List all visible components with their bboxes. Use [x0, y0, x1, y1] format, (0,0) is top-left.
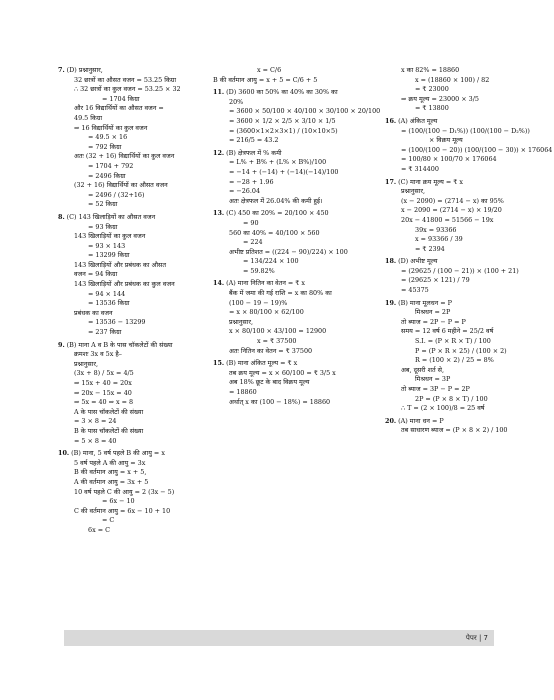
solution-line [58, 114, 208, 124]
solution-line [58, 76, 208, 86]
solution-line [385, 385, 535, 395]
solution-line [58, 497, 208, 507]
solution-line [213, 197, 363, 207]
solution-line [385, 366, 535, 376]
line-text: (32 + 16) विद्यार्थियों का औसत वजन [74, 181, 168, 190]
line-text: S.I. = (P × R × T) / 100 [415, 337, 491, 346]
solution-line [213, 178, 363, 188]
solution-line [58, 398, 208, 408]
solution-line [58, 488, 208, 498]
solution-line [58, 85, 208, 95]
solution-line [213, 347, 363, 357]
line-text: x = 93366 / 39 [415, 235, 463, 244]
solution-block [385, 257, 535, 295]
solution-line [213, 359, 363, 369]
solution-block [213, 88, 381, 146]
solution-line [58, 290, 208, 300]
line-text: 49.5 किग्रा [74, 113, 103, 122]
line-text: (B) माना अंकित मूल्य = ₹ x [226, 359, 298, 368]
solution-line [385, 299, 535, 309]
line-text: = (100/(100 − D₁%)) (100/(100 − D₂%)) [401, 126, 530, 135]
question-number: 20. [385, 416, 397, 425]
solution-line [58, 143, 208, 153]
line-text: (C) 143 खिलाड़ियों का औसत वजन [66, 212, 156, 221]
solution-line [58, 232, 208, 242]
line-text: = L% + B% + (L% × B%)/100 [229, 158, 327, 167]
solution-line [385, 216, 535, 226]
solution-block [385, 299, 535, 414]
line-text: अतः नितिन का वेतन = ₹ 37500 [229, 346, 313, 355]
line-text: (3x + 8) / 5x = 4/5 [74, 369, 134, 378]
line-text: अतः क्षेत्रफल में 26.04% की कमी हुई। [229, 196, 323, 205]
line-text: (D) 3600 का 50% का 40% का 30% का [226, 88, 338, 97]
solution-line [385, 66, 535, 76]
solution-line [385, 337, 535, 347]
solution-line [58, 360, 208, 370]
line-text: 143 खिलाड़ियों का कुल वजन [74, 232, 146, 241]
line-text: P = (P × R × 25) / (100 × 2) [415, 346, 507, 355]
line-text: (C) 450 का 20% = 20/100 × 450 [226, 209, 329, 218]
solution-line [385, 276, 535, 286]
solution-line [58, 280, 208, 290]
solution-line [213, 388, 363, 398]
solution-line [213, 257, 363, 267]
solution-line [58, 152, 208, 162]
line-text: = 18860 [229, 388, 257, 396]
line-text: (D) प्रश्नानुसार, [66, 66, 103, 74]
line-text: क्रमशः 3x व 5x है– [74, 350, 122, 359]
line-text: = ₹ 23000 [415, 85, 449, 94]
solution-line [58, 427, 208, 437]
solution-line [213, 267, 363, 277]
solution-line [58, 459, 208, 469]
solution-block [58, 66, 208, 210]
solution-line [213, 229, 363, 239]
solution-line [213, 248, 363, 258]
line-text: 2P = (P × 8 × T) / 100 [415, 394, 488, 403]
line-text: x − 2090 = (2714 − x) × 19/20 [401, 206, 502, 215]
solution-line [213, 318, 363, 328]
solution-line [58, 191, 208, 201]
solution-block [213, 209, 363, 276]
line-text: = −28 + 1.96 [229, 177, 274, 186]
solution-line [385, 347, 535, 357]
solution-line [385, 235, 535, 245]
solution-line [213, 66, 363, 76]
line-text: (A) अंकित मूल्य [398, 116, 438, 125]
solution-line [385, 426, 535, 436]
solution-line [385, 117, 535, 127]
line-text: x × 80/100 × 43/100 = 12900 [229, 327, 327, 336]
line-text: = 2496 किग्रा [88, 171, 126, 180]
solution-block [385, 116, 553, 175]
line-text: ∴ 32 छात्रों का कुल वजन = 53.25 × 32 [74, 85, 181, 94]
line-text: = 94 × 144 [88, 289, 126, 298]
question-number: 8. [58, 212, 65, 221]
solution-line [213, 168, 363, 178]
line-text: बैंक में जमा की गई राशि = x का 80% का [229, 289, 332, 298]
solution-line [213, 209, 363, 219]
line-text: R = (100 × 2) / 25 = 8% [415, 356, 494, 365]
line-text: = 13536 किग्रा [88, 299, 130, 308]
line-text: = 93 × 143 [88, 241, 126, 250]
solution-line [58, 369, 208, 379]
solution-line [385, 145, 553, 156]
line-text: 32 छात्रों का औसत वजन = 53.25 किग्रा [74, 75, 177, 84]
solution-line [213, 398, 363, 408]
line-text: ∴ T = (2 × 100)/8 = 25 वर्ष [401, 404, 485, 413]
line-text: (B) माना A व B के पास चॉकलेटों की संख्या [66, 340, 173, 349]
solution-line [58, 408, 208, 418]
solution-line [213, 327, 363, 337]
solution-line [385, 95, 535, 105]
line-text: = (100/(100 − 20)) (100/(100 − 30)) × 176064 [401, 145, 553, 154]
solution-block [385, 417, 535, 436]
line-text: समय = 12 वर्ष 6 महीने = 25/2 वर्ष [401, 327, 494, 336]
line-text: ⇒ 20x − 15x = 40 [74, 388, 132, 397]
line-text: = ₹ 13800 [415, 104, 449, 113]
solution-line [385, 308, 535, 318]
line-text: अतः (32 + 16) विद्यार्थियों का कुल वजन [74, 152, 175, 161]
question-number: 9. [58, 340, 65, 349]
solution-block [213, 149, 363, 207]
line-text: = 49.5 × 16 [88, 133, 128, 142]
line-text: (B) माना, 5 वर्ष पहले B की आयु = x [71, 449, 165, 458]
line-text: 39x = 93366 [415, 225, 457, 234]
solution-line [213, 289, 363, 299]
line-text: = 90 [243, 218, 259, 227]
question-number: 14. [213, 279, 225, 288]
line-text: (x − 2090) = (2714 − x) का 95% [401, 196, 504, 205]
solution-line [58, 162, 208, 172]
solution-line [385, 104, 535, 114]
solution-line [213, 136, 363, 146]
line-text: प्रश्नानुसार, [401, 187, 425, 196]
line-text: A के पास चॉकलेटों की संख्या [74, 407, 144, 416]
solution-line [213, 337, 363, 347]
solution-line [58, 389, 208, 399]
line-text: (B) क्षेत्रफल में % कमी [226, 148, 282, 157]
question-number: 12. [213, 148, 225, 157]
line-text: 20% [229, 97, 244, 106]
solution-line [385, 136, 535, 146]
solution-line [385, 85, 535, 95]
solution-line [58, 133, 208, 143]
solution-line [385, 197, 535, 207]
solution-line [213, 378, 363, 388]
solution-line [58, 328, 208, 338]
line-text: = (29625 × 121) / 79 [401, 276, 470, 285]
line-text: x = C/6 [257, 66, 282, 74]
line-text: B के पास चॉकलेटों की संख्या [74, 426, 144, 435]
line-text: A की वर्तमान आयु = 3x + 5 [74, 477, 149, 486]
line-text: (D) अभीष्ट मूल्य [398, 257, 438, 266]
line-text: ⇒ क्रय मूल्य = 23000 × 3/5 [401, 94, 479, 103]
solution-line [58, 478, 208, 488]
solution-line [213, 98, 363, 108]
solution-line [385, 76, 535, 86]
solution-line [58, 507, 208, 517]
line-text: (100 − 19 − 19)% [229, 298, 288, 307]
line-text: प्रबंधक का वजन [74, 308, 113, 317]
solution-line [58, 417, 208, 427]
line-text: ⇒ 5x = 40 ⇒ x = 8 [74, 398, 134, 407]
line-text: = 2496 / (32+16) [88, 190, 145, 199]
solution-line [58, 261, 208, 271]
footer-label: पेपर [465, 634, 477, 642]
question-number: 7. [58, 66, 65, 74]
line-text: = ₹ 314400 [401, 164, 439, 173]
solution-line [58, 172, 208, 182]
solution-line [213, 187, 363, 197]
line-text: मिश्रधन = 3P [415, 375, 451, 384]
solution-line [385, 245, 535, 255]
line-text: (A) माना नितिन का वेतन = ₹ x [226, 279, 306, 288]
question-number: 16. [385, 116, 397, 125]
line-text: मिश्रधन = 2P [415, 308, 451, 317]
line-text: वजन = 94 किग्रा [74, 270, 118, 279]
solution-line [58, 66, 208, 76]
solution-line [58, 379, 208, 389]
solution-line [213, 279, 363, 289]
question-number: 17. [385, 177, 397, 186]
line-text: प्रश्नानुसार, [229, 317, 253, 326]
solution-block [213, 279, 363, 356]
solution-line [385, 178, 535, 188]
solution-line [58, 516, 208, 526]
solution-line [385, 226, 535, 236]
solution-line [58, 104, 208, 114]
solution-line [58, 270, 208, 280]
solution-line [385, 165, 535, 175]
solution-line [385, 327, 535, 337]
solution-line [385, 375, 535, 385]
solution-line [385, 127, 535, 137]
solution-line [58, 309, 208, 319]
solution-line [385, 417, 535, 427]
line-text: = 59.82% [243, 266, 275, 275]
line-text: × विक्रय मूल्य [429, 136, 463, 145]
line-text: 10 वर्ष पहले C की आयु = 2 (3x − 5) [74, 487, 175, 496]
solution-line [213, 308, 363, 318]
line-text: अर्थात् x का (100 − 18%) = 18860 [229, 397, 331, 406]
line-text: तो ब्याज = 2P − P = P [401, 317, 466, 326]
line-text: 20x − 41800 = 51566 − 19x [401, 215, 494, 224]
line-text: = 13299 किग्रा [88, 251, 130, 260]
line-text: = 45375 [401, 286, 429, 295]
line-text: = 1704 किग्रा [102, 94, 140, 103]
line-text: = 237 किग्रा [88, 328, 122, 337]
solution-line [385, 356, 535, 366]
line-text: (A) माना धन = P [398, 416, 444, 425]
solution-line [385, 257, 535, 267]
solution-line [213, 369, 363, 379]
solution-line [213, 238, 363, 248]
question-number: 15. [213, 359, 225, 368]
line-text: = 3600 × 1/2 × 2/5 × 3/10 × 1/5 [229, 116, 336, 125]
solution-line [58, 95, 208, 105]
line-text: अभीष्ट प्रतिशत = ((224 − 90)/224) × 100 [229, 247, 348, 256]
solution-line [385, 267, 535, 277]
line-text: 5 वर्ष पहले A की आयु = 3x [74, 458, 146, 467]
solution-line [58, 437, 208, 447]
solution-block [58, 449, 208, 535]
line-text: = 13536 − 13299 [88, 318, 146, 327]
line-text: (B) माना मूलधन = P [398, 298, 452, 307]
solution-line [58, 318, 208, 328]
solution-line [385, 286, 535, 296]
solution-line [385, 155, 535, 165]
solution-line [58, 526, 208, 536]
solution-line [58, 251, 208, 261]
solution-line [58, 468, 208, 478]
line-text: प्रश्नानुसार, [74, 359, 98, 368]
page-footer [64, 630, 494, 646]
line-text: = x × 80/100 × 62/100 [229, 308, 304, 317]
solution-line [213, 158, 363, 168]
footer-text [466, 630, 488, 646]
solution-line [213, 88, 363, 98]
solution-line [58, 181, 208, 191]
solution-block [213, 359, 363, 407]
solution-line [58, 200, 208, 210]
line-text: C की वर्तमान आयु = 6x − 10 + 10 [74, 506, 171, 515]
line-text: = −14 + (−14) + (−14)(−14)/100 [229, 167, 339, 176]
line-text: अब, दूसरी शर्त से, [401, 365, 444, 374]
line-text: = C [102, 516, 115, 525]
line-text: B की वर्तमान आयु = x + 5 = C/6 + 5 [213, 75, 318, 84]
solution-line [58, 341, 208, 351]
line-text: = 52 किग्रा [88, 200, 118, 209]
line-text: = 3 × 8 = 24 [74, 417, 117, 426]
line-text: = 100/80 × 100/70 × 176064 [401, 155, 497, 164]
solution-block [385, 178, 535, 255]
solution-line [385, 404, 535, 414]
solution-line [58, 223, 208, 233]
line-text: = ₹ 2394 [415, 244, 445, 253]
solution-line [213, 127, 363, 137]
line-text: ⇒ 16 विद्यार्थियों का कुल वजन [74, 123, 148, 132]
solution-line [213, 299, 363, 309]
solution-line [58, 124, 208, 134]
question-number: 18. [385, 257, 397, 266]
solution-line [213, 117, 363, 127]
solution-line [385, 318, 535, 328]
solution-block [385, 66, 535, 114]
line-text: = 1704 + 792 [88, 161, 134, 170]
line-text: अब 18% छूट के बाद विक्रय मूल्य [229, 378, 310, 387]
line-text: = (29625 / (100 − 21)) × (100 + 21) [401, 266, 519, 275]
line-text: (C) माना क्रय मूल्य = ₹ x [398, 177, 463, 186]
solution-block [58, 213, 208, 338]
line-text: ⇒ 15x + 40 = 20x [74, 379, 132, 387]
solution-block [213, 66, 363, 85]
page-number: 7 [483, 634, 488, 642]
solution-line [385, 206, 535, 216]
line-text: तब साधारण ब्याज = (P × 8 × 2) / 100 [401, 426, 508, 435]
solution-line [385, 187, 535, 197]
line-text: = 5 × 8 = 40 [74, 436, 117, 445]
column-left [58, 66, 208, 539]
line-text: = 3600 × 50/100 × 40/100 × 30/100 × 20/100 [229, 107, 381, 116]
solution-line [58, 213, 208, 223]
question-number: 19. [385, 298, 397, 307]
column-middle [213, 66, 381, 410]
line-text: 143 खिलाड़ियों और प्रबंधक का कुल वजन [74, 280, 175, 289]
solution-line [385, 395, 535, 405]
line-text: x = ₹ 37500 [257, 337, 297, 346]
solution-line [58, 299, 208, 309]
line-text: तो ब्याज = 3P − P = 2P [401, 385, 470, 393]
solution-line [213, 107, 381, 117]
line-text: = 134/224 × 100 [243, 257, 299, 266]
solution-line [58, 242, 208, 252]
column-right [385, 66, 553, 439]
solution-block [58, 341, 208, 447]
line-text: तब क्रय मूल्य = x × 60/100 = ₹ 3/5 x [229, 368, 336, 377]
line-text: x = (18860 × 100) / 82 [415, 75, 490, 84]
solution-line [213, 149, 363, 159]
line-text: x का 82% = 18860 [401, 66, 460, 74]
line-text: = 224 [243, 238, 263, 247]
line-text: = 93 किग्रा [88, 222, 118, 231]
line-text: = (3600×1×2×3×1) / (10×10×5) [229, 126, 338, 135]
line-text: B की वर्तमान आयु = x + 5, [74, 468, 147, 477]
question-number: 10. [58, 449, 70, 458]
solution-line [58, 350, 208, 360]
line-text: 6x = C [88, 525, 110, 534]
line-text: = −26.04 [229, 187, 261, 196]
line-text: 143 खिलाड़ियों और प्रबंधक का औसत [74, 260, 166, 269]
line-text: और 16 विद्यार्थियों का औसत वजन = [74, 104, 164, 113]
solution-line [213, 76, 363, 86]
line-text: = 6x − 10 [102, 497, 135, 506]
line-text: = 792 किग्रा [88, 142, 122, 151]
solution-line [58, 449, 208, 459]
solution-line [213, 219, 363, 229]
question-number: 13. [213, 209, 225, 218]
line-text: = 216/5 = 43.2 [229, 136, 279, 145]
footer-separator: | [478, 634, 482, 642]
line-text: 560 का 40% = 40/100 × 560 [229, 228, 320, 237]
question-number: 11. [213, 88, 225, 97]
